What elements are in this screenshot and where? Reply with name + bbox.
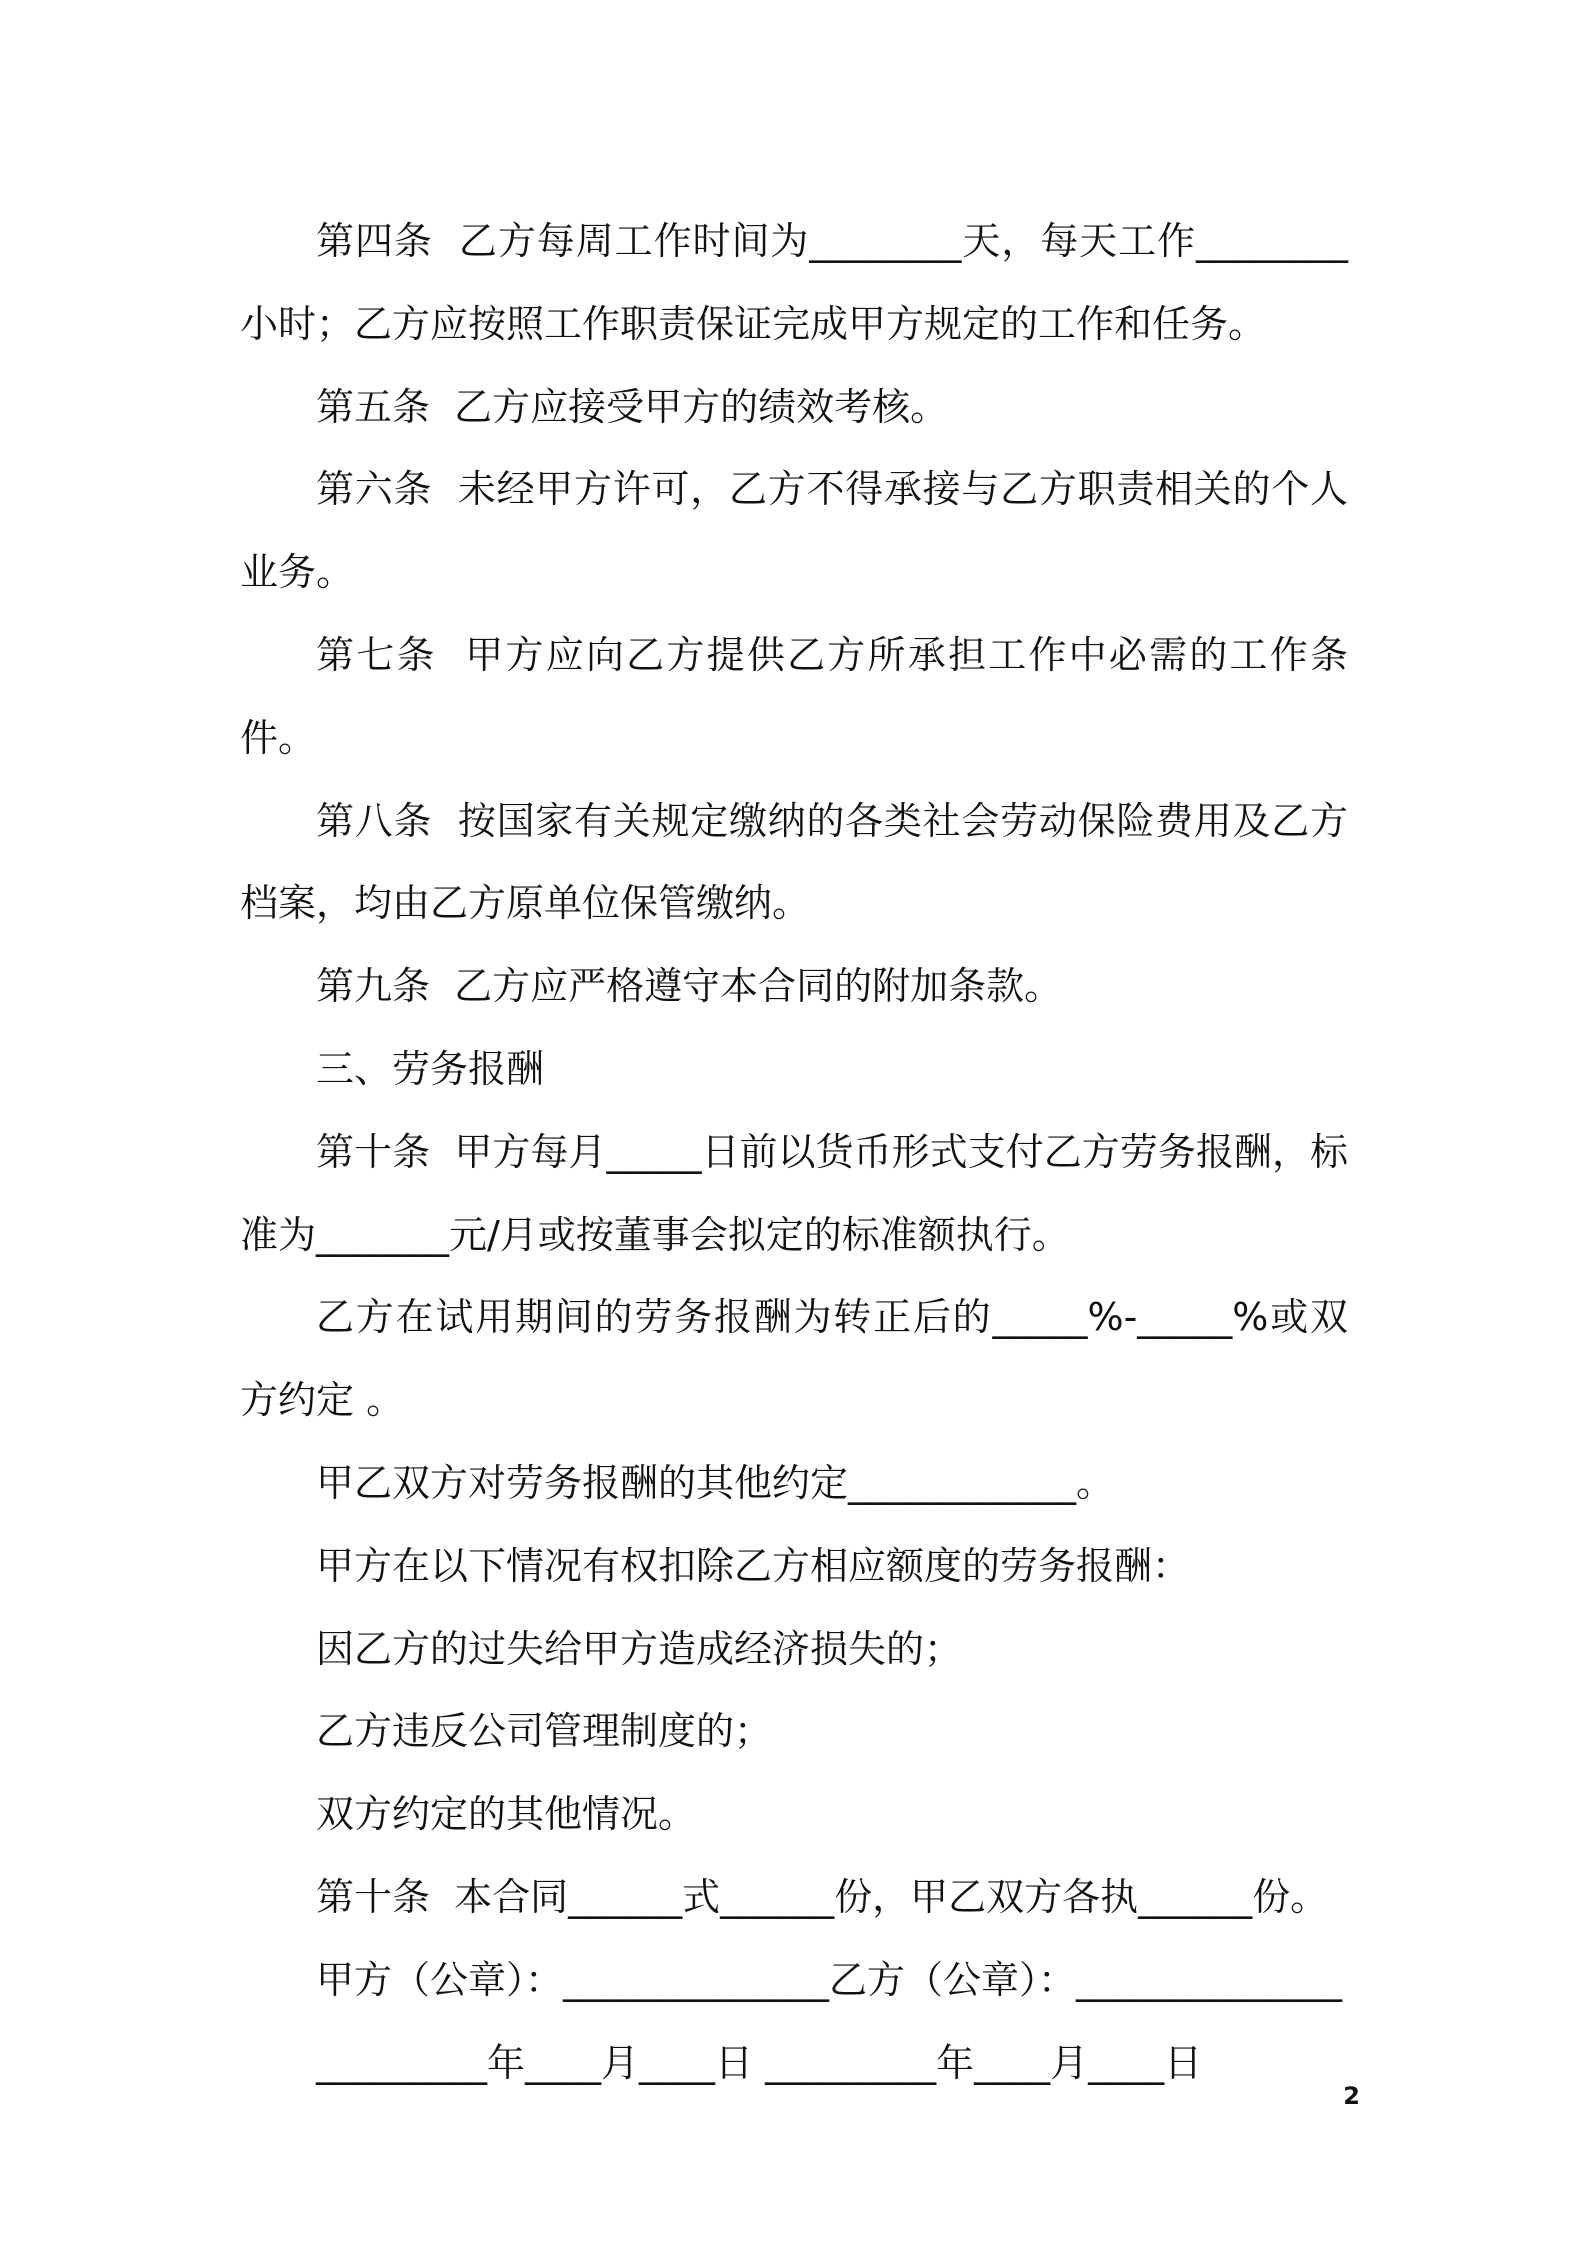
date-line: _________年____月____日 _________年____月____日 xyxy=(316,2040,1203,2085)
other-agreement-paragraph: 甲乙双方对劳务报酬的其他约定____________。 xyxy=(316,1460,1115,1505)
document-body xyxy=(240,200,1348,2104)
clause-6-paragraph: 第六条 未经甲方许可，乙方不得承接与乙方职责相关的个人业务。 xyxy=(240,467,1348,595)
clause-7-paragraph: 第七条 甲方应向乙方提供乙方所承担工作中必需的工作条件。 xyxy=(240,632,1348,760)
page-number: 2 xyxy=(1343,2082,1360,2110)
deduction-item-2: 乙方违反公司管理制度的； xyxy=(316,1709,773,1754)
clause-8-paragraph: 第八条 按国家有关规定缴纳的各类社会劳动保险费用及乙方档案，均由乙方原单位保管缴纳。 xyxy=(240,798,1348,926)
deduction-item-1: 因乙方的过失给甲方造成经济损失的； xyxy=(316,1626,963,1671)
copies-clause-paragraph: 第十条 本合同______式______份，甲乙双方各执______份。 xyxy=(316,1874,1329,1919)
deduction-item-3: 双方约定的其他情况。 xyxy=(316,1792,697,1837)
clause-5-paragraph: 第五条 乙方应接受甲方的绩效考核。 xyxy=(316,384,949,429)
clause-10-paragraph: 第十条 甲方每月_____日前以货币形式支付乙方劳务报酬，标准为_______元/月或按董事会拟定的标准额执行。 xyxy=(240,1129,1348,1257)
section-heading-remuneration: 三、劳务报酬 xyxy=(316,1046,545,1091)
probation-pay-paragraph: 乙方在试用期间的劳务报酬为转正后的_____%-_____%或双方约定 。 xyxy=(240,1295,1348,1423)
deduction-intro-paragraph: 甲方在以下情况有权扣除乙方相应额度的劳务报酬： xyxy=(316,1543,1191,1588)
seal-line: 甲方（公章）：______________乙方（公章）：______________ xyxy=(316,1957,1343,2002)
clause-4-paragraph: 第四条 乙方每周工作时间为________天，每天工作________小时；乙方应按照工作职责保证完成甲方规定的工作和任务。 xyxy=(240,219,1348,346)
clause-9-paragraph: 第九条 乙方应严格遵守本合同的附加条款。 xyxy=(316,964,1063,1009)
